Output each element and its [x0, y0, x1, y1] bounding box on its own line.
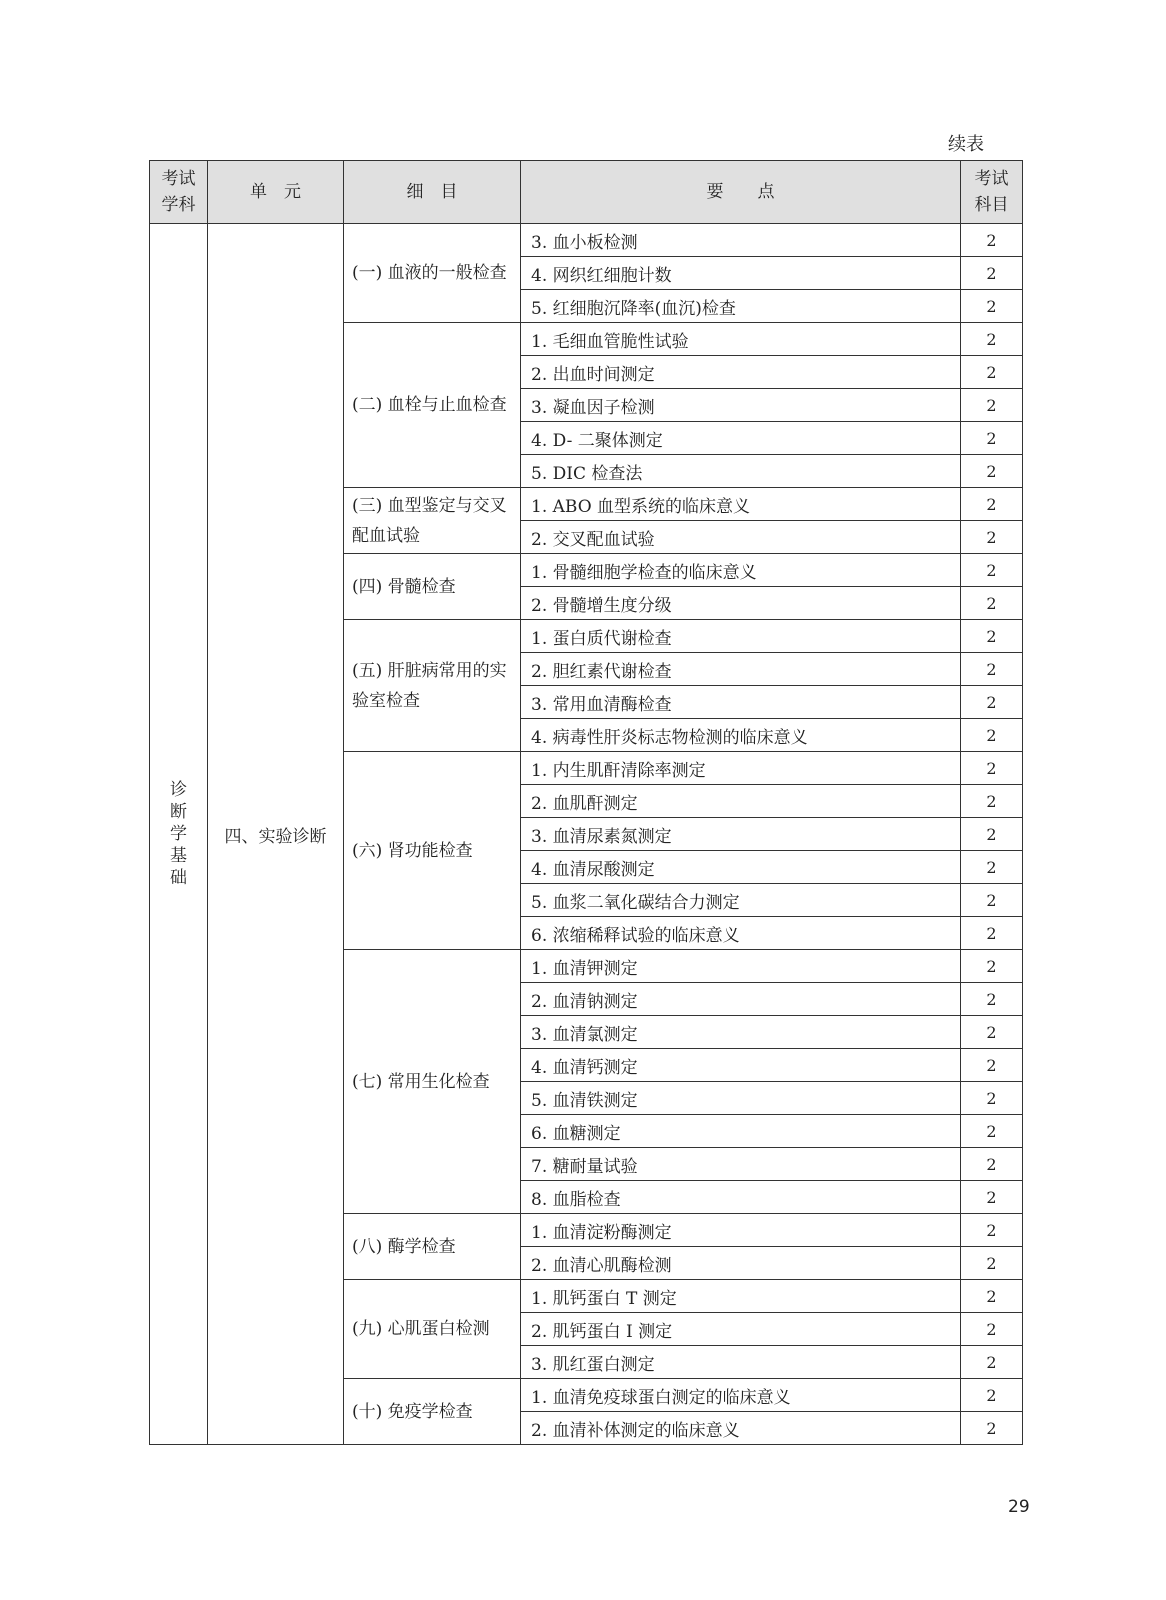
point-cell: 2. 交叉配血试验	[521, 521, 961, 554]
continued-label: 续表	[948, 134, 984, 155]
exam-subject-cell: 2	[961, 1412, 1023, 1445]
exam-subject-cell: 2	[961, 884, 1023, 917]
exam-subject-cell: 2	[961, 1115, 1023, 1148]
exam-subject-cell: 2	[961, 389, 1023, 422]
exam-subject-cell: 2	[961, 1082, 1023, 1115]
header-subject: 考试学科	[150, 161, 208, 224]
exam-subject-cell: 2	[961, 917, 1023, 950]
exam-subject-cell: 2	[961, 818, 1023, 851]
point-cell: 2. 血清补体测定的临床意义	[521, 1412, 961, 1445]
detail-cell: (三) 血型鉴定与交叉配血试验	[344, 488, 521, 554]
exam-subject-cell: 2	[961, 1313, 1023, 1346]
exam-subject-cell: 2	[961, 719, 1023, 752]
detail-cell: (一) 血液的一般检查	[344, 224, 521, 323]
point-cell: 3. 血清尿素氮测定	[521, 818, 961, 851]
header-points: 要 点	[521, 161, 961, 224]
point-cell: 3. 血小板检测	[521, 224, 961, 257]
point-cell: 3. 肌红蛋白测定	[521, 1346, 961, 1379]
exam-subject-cell: 2	[961, 488, 1023, 521]
point-cell: 2. 骨髓增生度分级	[521, 587, 961, 620]
table-body	[150, 224, 1023, 1445]
header-exam-subject: 考试科目	[961, 161, 1023, 224]
exam-subject-cell: 2	[961, 290, 1023, 323]
point-cell: 1. 毛细血管脆性试验	[521, 323, 961, 356]
point-cell: 1. 蛋白质代谢检查	[521, 620, 961, 653]
subject-cell	[150, 224, 208, 1445]
header-detail: 细 目	[344, 161, 521, 224]
point-cell: 1. 骨髓细胞学检查的临床意义	[521, 554, 961, 587]
exam-subject-cell: 2	[961, 455, 1023, 488]
header-unit: 单 元	[208, 161, 344, 224]
exam-subject-cell: 2	[961, 950, 1023, 983]
exam-subject-cell: 2	[961, 587, 1023, 620]
exam-subject-cell: 2	[961, 356, 1023, 389]
point-cell: 1. 血清淀粉酶测定	[521, 1214, 961, 1247]
point-cell: 2. 肌钙蛋白 I 测定	[521, 1313, 961, 1346]
exam-subject-cell: 2	[961, 1181, 1023, 1214]
point-cell: 2. 血清心肌酶检测	[521, 1247, 961, 1280]
point-cell: 7. 糖耐量试验	[521, 1148, 961, 1181]
exam-subject-cell: 2	[961, 620, 1023, 653]
point-cell: 4. 网织红细胞计数	[521, 257, 961, 290]
point-cell: 5. DIC 检查法	[521, 455, 961, 488]
exam-subject-cell: 2	[961, 422, 1023, 455]
point-cell: 1. 内生肌酐清除率测定	[521, 752, 961, 785]
exam-subject-cell: 2	[961, 1016, 1023, 1049]
point-cell: 3. 血清氯测定	[521, 1016, 961, 1049]
point-cell: 5. 红细胞沉降率(血沉)检查	[521, 290, 961, 323]
detail-cell: (九) 心肌蛋白检测	[344, 1280, 521, 1379]
unit-cell: 四、实验诊断	[208, 224, 344, 1445]
detail-cell: (八) 酶学检查	[344, 1214, 521, 1280]
exam-subject-cell: 2	[961, 1148, 1023, 1181]
point-cell: 3. 凝血因子检测	[521, 389, 961, 422]
exam-subject-cell: 2	[961, 752, 1023, 785]
exam-subject-cell: 2	[961, 521, 1023, 554]
exam-subject-cell: 2	[961, 1049, 1023, 1082]
exam-subject-cell: 2	[961, 1214, 1023, 1247]
point-cell: 2. 血肌酐测定	[521, 785, 961, 818]
exam-subject-cell: 2	[961, 1247, 1023, 1280]
point-cell: 8. 血脂检查	[521, 1181, 961, 1214]
exam-subject-cell: 2	[961, 686, 1023, 719]
exam-subject-cell: 2	[961, 1280, 1023, 1313]
exam-subject-cell: 2	[961, 224, 1023, 257]
detail-cell: (四) 骨髓检查	[344, 554, 521, 620]
point-cell: 6. 血糖测定	[521, 1115, 961, 1148]
point-cell: 1. ABO 血型系统的临床意义	[521, 488, 961, 521]
point-cell: 2. 血清钠测定	[521, 983, 961, 1016]
point-cell: 1. 血清钾测定	[521, 950, 961, 983]
detail-cell: (五) 肝脏病常用的实验室检查	[344, 620, 521, 752]
detail-cell: (十) 免疫学检查	[344, 1379, 521, 1445]
point-cell: 4. D- 二聚体测定	[521, 422, 961, 455]
exam-subject-cell: 2	[961, 1346, 1023, 1379]
point-cell: 4. 血清钙测定	[521, 1049, 961, 1082]
exam-subject-cell: 2	[961, 257, 1023, 290]
exam-subject-cell: 2	[961, 554, 1023, 587]
point-cell: 4. 病毒性肝炎标志物检测的临床意义	[521, 719, 961, 752]
point-cell: 3. 常用血清酶检查	[521, 686, 961, 719]
exam-subject-cell: 2	[961, 1379, 1023, 1412]
exam-subject-cell: 2	[961, 785, 1023, 818]
point-cell: 4. 血清尿酸测定	[521, 851, 961, 884]
header-row	[150, 161, 1023, 224]
exam-subject-cell: 2	[961, 983, 1023, 1016]
subject-label: 诊断学基础	[170, 780, 187, 888]
point-cell: 2. 胆红素代谢检查	[521, 653, 961, 686]
exam-subject-cell: 2	[961, 653, 1023, 686]
point-cell: 6. 浓缩稀释试验的临床意义	[521, 917, 961, 950]
exam-subject-cell: 2	[961, 323, 1023, 356]
detail-cell: (二) 血栓与止血检查	[344, 323, 521, 488]
table-row	[150, 224, 1023, 257]
point-cell: 1. 肌钙蛋白 T 测定	[521, 1280, 961, 1313]
point-cell: 1. 血清免疫球蛋白测定的临床意义	[521, 1379, 961, 1412]
point-cell: 2. 出血时间测定	[521, 356, 961, 389]
point-cell: 5. 血清铁测定	[521, 1082, 961, 1115]
page-number: 29	[1008, 1497, 1030, 1517]
point-cell: 5. 血浆二氧化碳结合力测定	[521, 884, 961, 917]
syllabus-table	[149, 160, 1023, 1445]
detail-cell: (六) 肾功能检查	[344, 752, 521, 950]
exam-subject-cell: 2	[961, 851, 1023, 884]
detail-cell: (七) 常用生化检查	[344, 950, 521, 1214]
